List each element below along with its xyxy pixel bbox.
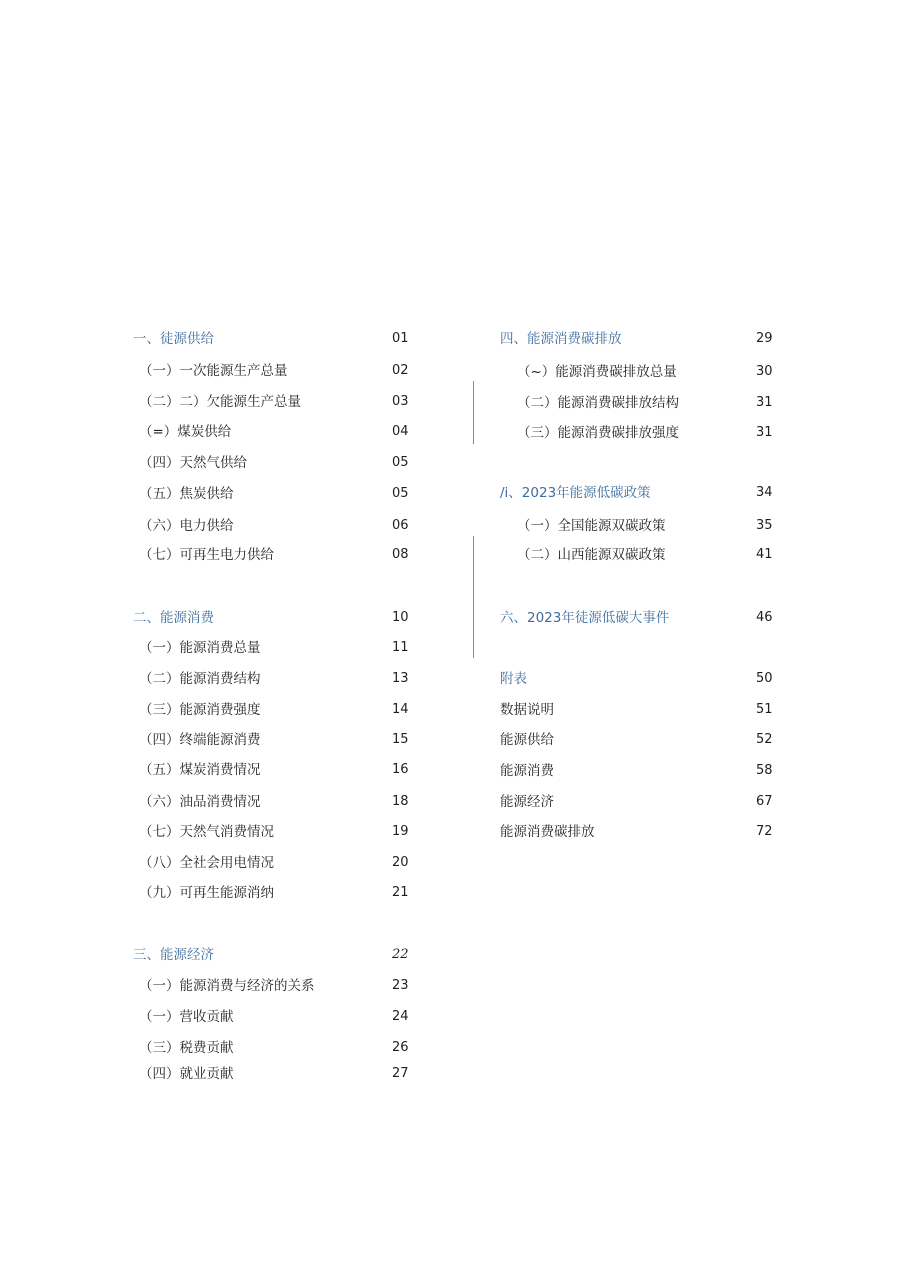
toc-entry[interactable]	[500, 760, 790, 782]
toc-section-heading[interactable]	[133, 607, 433, 629]
toc-entry-label: 一、徒源供给	[133, 331, 214, 347]
toc-entry[interactable]	[139, 668, 439, 690]
toc-entry-label: （三）能源消费强度	[139, 702, 261, 718]
toc-section-heading[interactable]	[500, 668, 790, 690]
toc-entry-label: 附表	[500, 671, 527, 687]
toc-entry-page-number: 18	[392, 794, 409, 809]
toc-entry-label: （一）营收贡献	[139, 1009, 234, 1025]
toc-entry[interactable]	[139, 699, 439, 721]
toc-entry-page-number: 34	[756, 485, 773, 500]
toc-entry[interactable]	[139, 729, 439, 751]
toc-entry[interactable]	[139, 791, 439, 813]
toc-entry-label: 二、能源消费	[133, 610, 214, 626]
toc-section-heading[interactable]	[133, 328, 433, 350]
toc-entry-label: （四）就业贡献	[139, 1066, 234, 1082]
toc-entry[interactable]	[517, 544, 807, 566]
toc-entry-label: （四）终端能源消费	[139, 732, 261, 748]
toc-entry-page-number: 50	[756, 671, 773, 686]
toc-entry-label: （一）能源消费总量	[139, 640, 261, 656]
toc-entry-page-number: 72	[756, 824, 773, 839]
toc-entry-page-number: 19	[392, 824, 409, 839]
toc-entry-label: （一）一次能源生产总量	[139, 363, 288, 379]
toc-entry-page-number: 03	[392, 394, 409, 409]
toc-entry[interactable]	[500, 821, 790, 843]
toc-entry-page-number: 30	[756, 364, 773, 379]
toc-section-heading[interactable]	[500, 328, 790, 350]
toc-entry-page-number: 31	[756, 425, 773, 440]
toc-entry-page-number: 24	[392, 1009, 409, 1024]
toc-entry-page-number: 51	[756, 702, 773, 717]
toc-entry-page-number: 23	[392, 978, 409, 993]
toc-entry-label: （一）能源消费与经济的关系	[139, 978, 315, 994]
toc-entry[interactable]	[139, 360, 439, 382]
toc-entry-page-number: 02	[392, 363, 409, 378]
toc-entry-page-number: 14	[392, 702, 409, 717]
toc-entry-label: （二）山西能源双碳政策	[517, 547, 666, 563]
toc-entry[interactable]	[139, 452, 439, 474]
toc-section-heading[interactable]	[500, 482, 790, 504]
toc-entry-page-number: 20	[392, 855, 409, 870]
toc-entry[interactable]	[139, 483, 439, 505]
toc-entry[interactable]	[139, 759, 439, 781]
toc-entry[interactable]	[517, 392, 807, 414]
toc-entry-label: （二）能源消费碳排放结构	[517, 395, 679, 411]
toc-entry-page-number: 22	[392, 947, 409, 962]
toc-entry[interactable]	[517, 361, 807, 383]
toc-entry-page-number: 10	[392, 610, 409, 625]
toc-entry-label: 能源消费碳排放	[500, 824, 595, 840]
toc-entry[interactable]	[139, 852, 439, 874]
toc-entry-label: （三）能源消费碳排放强度	[517, 425, 679, 441]
toc-entry-page-number: 11	[392, 640, 409, 655]
toc-entry-label: （=）煤炭供给	[139, 424, 232, 440]
toc-entry-label: （七）可再生电力供给	[139, 547, 274, 563]
toc-entry-label: （~）能源消费碳排放总量	[517, 364, 677, 380]
toc-entry[interactable]	[500, 699, 790, 721]
toc-entry[interactable]	[517, 422, 807, 444]
toc-entry-page-number: 29	[756, 331, 773, 346]
toc-entry-label: 四、能源消费碳排放	[500, 331, 622, 347]
toc-entry-label: （九）可再生能源消纳	[139, 885, 274, 901]
toc-section-heading[interactable]	[133, 944, 433, 966]
toc-entry-label: 能源供给	[500, 732, 554, 748]
toc-entry-label: （六）油品消费情况	[139, 794, 261, 810]
toc-entry-label: 六、2023年徒源低碳大事件	[500, 610, 670, 626]
toc-entry-label: /i、2023年能源低碳政策	[500, 485, 651, 501]
toc-entry-label: （六）电力供给	[139, 518, 234, 534]
toc-entry-label: （四）天然气供给	[139, 455, 247, 471]
toc-entry-label: （三）税费贡献	[139, 1040, 234, 1056]
column-divider-lower	[473, 536, 474, 658]
toc-entry-page-number: 05	[392, 455, 409, 470]
toc-entry[interactable]	[139, 882, 439, 904]
toc-section-heading[interactable]	[500, 607, 790, 629]
toc-entry-label: （一）全国能源双碳政策	[517, 518, 666, 534]
toc-entry-label: （七）天然气消费情况	[139, 824, 274, 840]
toc-entry-page-number: 58	[756, 763, 773, 778]
toc-entry-label: （五）煤炭消费情况	[139, 762, 261, 778]
toc-entry[interactable]	[139, 1006, 439, 1028]
toc-entry[interactable]	[517, 515, 807, 537]
toc-entry-page-number: 06	[392, 518, 409, 533]
toc-entry-page-number: 27	[392, 1066, 409, 1081]
toc-entry-label: （五）焦炭供给	[139, 486, 234, 502]
toc-entry[interactable]	[139, 821, 439, 843]
toc-entry-page-number: 67	[756, 794, 773, 809]
toc-entry-page-number: 15	[392, 732, 409, 747]
toc-entry-label: （八）全社会用电情况	[139, 855, 274, 871]
toc-entry-label: 三、能源经济	[133, 947, 214, 963]
toc-entry-label: 能源消费	[500, 763, 554, 779]
toc-entry-page-number: 21	[392, 885, 409, 900]
toc-entry[interactable]	[139, 391, 439, 413]
toc-entry-page-number: 04	[392, 424, 409, 439]
toc-entry[interactable]	[139, 637, 439, 659]
toc-entry-page-number: 41	[756, 547, 773, 562]
toc-entry[interactable]	[139, 515, 439, 537]
toc-entry[interactable]	[139, 1063, 439, 1085]
toc-entry-page-number: 05	[392, 486, 409, 501]
toc-entry-label: 能源经济	[500, 794, 554, 810]
toc-entry[interactable]	[139, 421, 439, 443]
toc-entry-page-number: 16	[392, 762, 409, 777]
toc-entry-page-number: 31	[756, 395, 773, 410]
toc-entry-page-number: 13	[392, 671, 409, 686]
toc-entry-page-number: 46	[756, 610, 773, 625]
toc-entry-page-number: 01	[392, 331, 409, 346]
toc-entry-page-number: 26	[392, 1040, 409, 1055]
toc-entry[interactable]	[139, 1037, 439, 1059]
toc-entry-page-number: 52	[756, 732, 773, 747]
toc-entry-label: 数据说明	[500, 702, 554, 718]
toc-entry-page-number: 35	[756, 518, 773, 533]
toc-entry-page-number: 08	[392, 547, 409, 562]
toc-entry-label: （二）二）欠能源生产总量	[139, 394, 301, 410]
toc-entry[interactable]	[500, 729, 790, 751]
toc-entry[interactable]	[139, 544, 439, 566]
toc-entry[interactable]	[500, 791, 790, 813]
column-divider-upper	[473, 381, 474, 444]
toc-entry-label: （二）能源消费结构	[139, 671, 261, 687]
toc-entry[interactable]	[139, 975, 439, 997]
